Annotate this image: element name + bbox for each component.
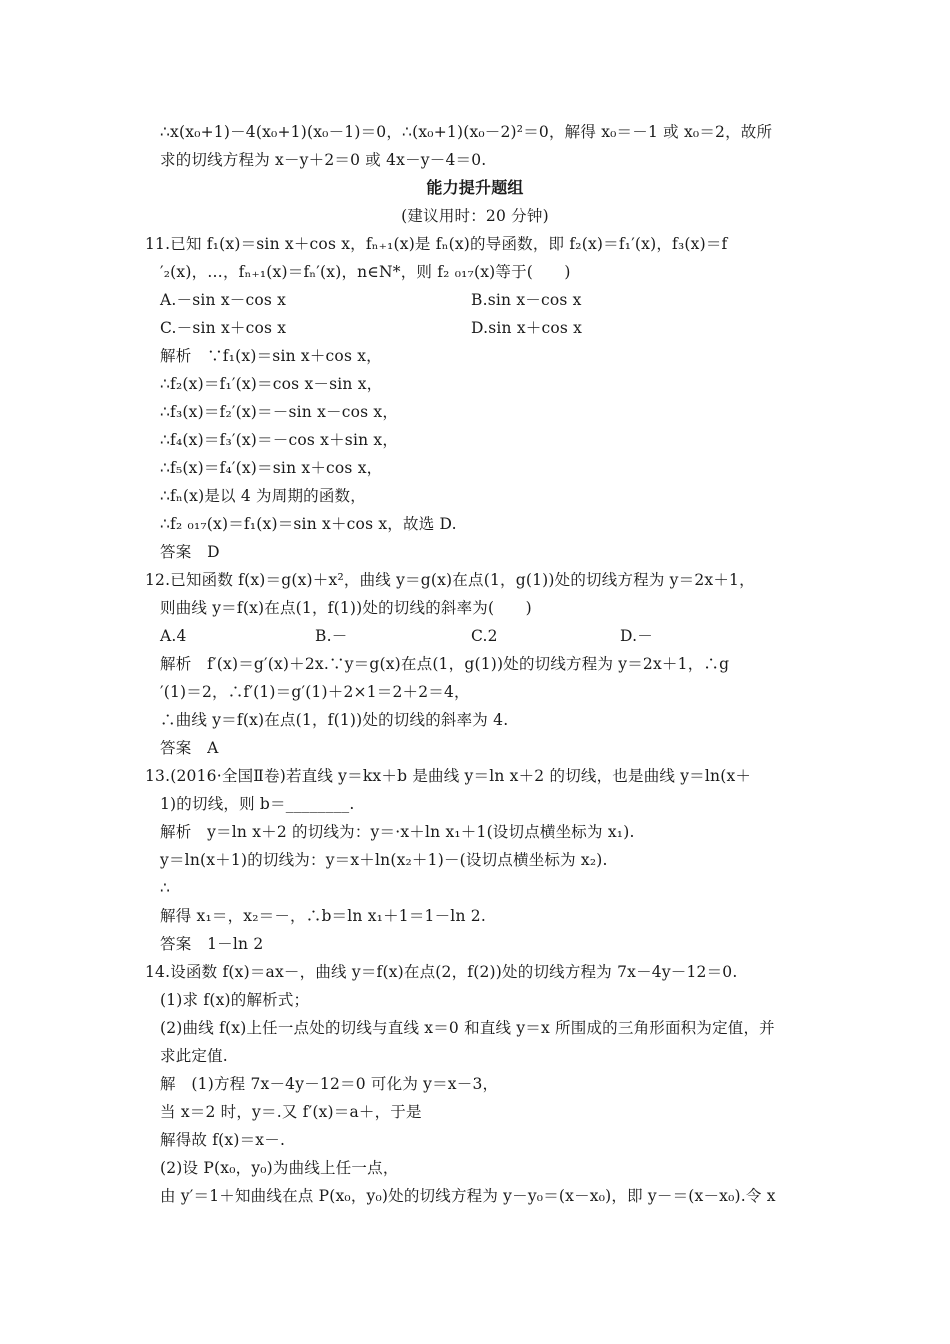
option-a: A.4 <box>160 627 187 645</box>
solution-line: ∴fₙ(x)是以 4 为周期的函数， <box>160 487 366 505</box>
solution-line: 解得 x₁＝，x₂＝－，∴b＝ln x₁＋1＝1－ln 2. <box>160 907 486 925</box>
question-12-stem: 12.已知函数 f(x)＝g(x)＋x²，曲线 y＝g(x)在点(1，g(1))处的切线方程为 y＝2x＋1， <box>145 571 755 589</box>
solution-line: 解得故 f(x)＝x－. <box>160 1131 286 1149</box>
solution-line: (2)设 P(x₀，y₀)为曲线上任一点， <box>160 1159 399 1177</box>
option-c: C.－sin x＋cos x <box>160 319 287 337</box>
question-14-stem: 14.设函数 f(x)＝ax－，曲线 y＝f(x)在点(2，f(2))处的切线方程为 7x－4y－12＝0. <box>145 963 738 981</box>
solution-line: 当 x＝2 时，y＝.又 f′(x)＝a＋，于是 <box>160 1103 422 1121</box>
section-subheading: (建议用时：20 分钟) <box>401 207 549 225</box>
text-line: (1)求 f(x)的解析式； <box>160 991 310 1009</box>
option-d: D.sin x＋cos x <box>471 319 583 337</box>
solution-line: ∴f₂(x)＝f₁′(x)＝cos x－sin x， <box>160 375 383 393</box>
section-heading: 能力提升题组 <box>426 178 524 197</box>
option-c: C.2 <box>471 627 498 645</box>
solution-line: 解析 ∵f₁(x)＝sin x＋cos x， <box>160 347 382 365</box>
option-b: B.－ <box>315 627 348 645</box>
solution-line: 解析 y＝ln x＋2 的切线为：y＝·x＋ln x₁＋1(设切点横坐标为 x₁). <box>160 823 635 841</box>
option-a: A.－sin x－cos x <box>160 291 287 309</box>
text-line: 求的切线方程为 x－y＋2＝0 或 4x－y－4＝0. <box>160 151 487 169</box>
question-13-stem: 13.(2016·全国Ⅱ卷)若直线 y＝kx＋b 是曲线 y＝ln x＋2 的切线，也是曲线 y＝ln(x＋ <box>145 767 752 785</box>
solution-line: ∴f₃(x)＝f₂′(x)＝－sin x－cos x， <box>160 403 399 421</box>
text-line: 求此定值. <box>160 1047 228 1065</box>
answer-line: 答案 D <box>160 543 220 561</box>
solution-line: ∴f₂ ₀₁₇(x)＝f₁(x)＝sin x＋cos x，故选 D. <box>160 515 457 533</box>
text-line: ∴x(x₀+1)－4(x₀+1)(x₀－1)＝0，∴(x₀+1)(x₀－2)²＝0，解得 x₀＝－1 或 x₀＝2，故所 <box>160 123 773 141</box>
answer-line: 答案 1－ln 2 <box>160 935 264 953</box>
text-line: 则曲线 y＝f(x)在点(1，f(1))处的切线的斜率为( ) <box>160 599 532 617</box>
option-d: D.－ <box>620 627 653 645</box>
solution-line: ∴ <box>160 879 171 897</box>
solution-line: ∴曲线 y＝f(x)在点(1，f(1))处的切线的斜率为 4. <box>160 711 509 729</box>
answer-line: 答案 A <box>160 739 219 757</box>
solution-line: 解 (1)方程 7x－4y－12＝0 可化为 y＝x－3， <box>160 1075 499 1093</box>
text-line: (2)曲线 f(x)上任一点处的切线与直线 x＝0 和直线 y＝x 所围成的三角形面积为定值，并 <box>160 1019 775 1037</box>
solution-line: ′(1)＝2，∴f′(1)＝g′(1)＋2×1＝2＋2＝4， <box>160 683 470 701</box>
solution-line: ∴f₅(x)＝f₄′(x)＝sin x＋cos x， <box>160 459 383 477</box>
solution-line: 由 y′＝1＋知曲线在点 P(x₀，y₀)处的切线方程为 y－y₀＝(x－x₀)，即 y－＝(x－x₀).令 x <box>160 1187 776 1205</box>
solution-line: ∴f₄(x)＝f₃′(x)＝－cos x＋sin x， <box>160 431 399 449</box>
solution-line: y＝ln(x＋1)的切线为：y＝x＋ln(x₂＋1)－(设切点横坐标为 x₂). <box>160 851 608 869</box>
text-line: 1)的切线，则 b＝________. <box>160 795 355 813</box>
text-line: ′₂(x)，…，fₙ₊₁(x)＝fₙ′(x)，n∈N*，则 f₂ ₀₁₇(x)等于( ) <box>160 263 571 281</box>
question-11-stem: 11.已知 f₁(x)＝sin x＋cos x，fₙ₊₁(x)是 fₙ(x)的导函数，即 f₂(x)＝f₁′(x)，f₃(x)＝f <box>145 235 728 253</box>
option-b: B.sin x－cos x <box>471 291 582 309</box>
solution-line: 解析 f′(x)＝g′(x)＋2x.∵y＝g(x)在点(1，g(1))处的切线方程为 y＝2x＋1，∴g <box>160 655 730 673</box>
